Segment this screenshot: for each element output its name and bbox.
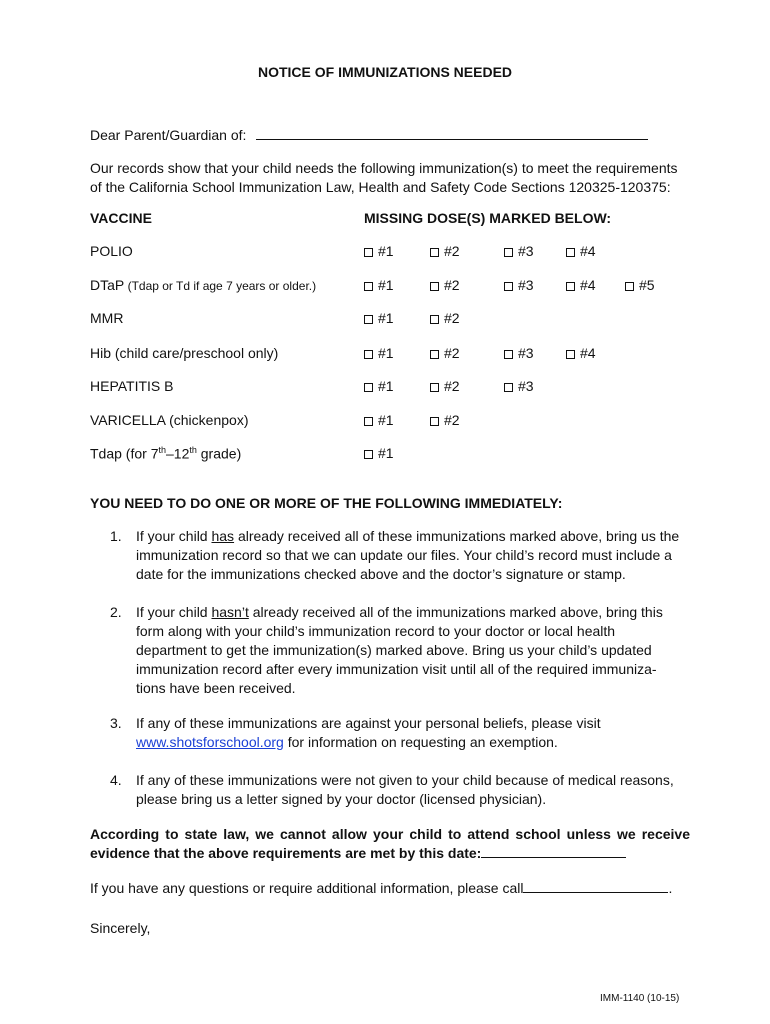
vaccine-name: HEPATITIS B bbox=[90, 378, 174, 394]
law-paragraph bbox=[90, 825, 690, 863]
vaccine-name: VARICELLA (chickenpox) bbox=[90, 412, 249, 428]
dose-label: #2 bbox=[444, 378, 460, 394]
vaccine-header: VACCINE bbox=[90, 210, 152, 226]
checkbox-icon[interactable] bbox=[364, 248, 373, 257]
checkbox-icon[interactable] bbox=[430, 417, 439, 426]
dose-checkbox[interactable] bbox=[430, 310, 460, 326]
closing: Sincerely, bbox=[90, 920, 151, 936]
dose-checkbox[interactable] bbox=[430, 412, 460, 428]
dose-checkbox[interactable] bbox=[364, 378, 394, 394]
dose-label: #3 bbox=[518, 378, 534, 394]
dose-label: #2 bbox=[444, 310, 460, 326]
item-number: 1. bbox=[110, 528, 122, 544]
dose-label: #1 bbox=[378, 378, 394, 394]
checkbox-icon[interactable] bbox=[364, 383, 373, 392]
checkbox-icon[interactable] bbox=[504, 282, 513, 291]
dose-checkbox[interactable] bbox=[430, 243, 460, 259]
dose-label: #5 bbox=[639, 277, 655, 293]
dose-checkbox[interactable] bbox=[430, 277, 460, 293]
questions-line bbox=[90, 880, 672, 896]
checkbox-icon[interactable] bbox=[504, 350, 513, 359]
doses-header: MISSING DOSE(S) MARKED BELOW: bbox=[364, 210, 612, 226]
questions-text: If you have any questions or require additional information, please call bbox=[90, 880, 524, 896]
checkbox-icon[interactable] bbox=[504, 383, 513, 392]
checkbox-icon[interactable] bbox=[364, 282, 373, 291]
dose-label: #2 bbox=[444, 345, 460, 361]
intro-paragraph: Our records show that your child needs the following immunization(s) to meet the requirements of the California School Immunization Law, Health and Safety Code Sections 120325-120375: bbox=[90, 160, 678, 195]
dose-label: #3 bbox=[518, 277, 534, 293]
action-header: YOU NEED TO DO ONE OR MORE OF THE FOLLOWING IMMEDIATELY: bbox=[90, 495, 563, 511]
form-number: IMM-1140 (10-15) bbox=[600, 993, 680, 1004]
exemption-link[interactable]: www.shotsforschool.org bbox=[136, 734, 284, 750]
page-title: NOTICE OF IMMUNIZATIONS NEEDED bbox=[257, 64, 513, 80]
dose-checkbox[interactable] bbox=[566, 243, 596, 259]
phone-number-field[interactable] bbox=[523, 892, 668, 893]
checkbox-icon[interactable] bbox=[566, 350, 575, 359]
dose-label: #4 bbox=[580, 345, 596, 361]
dose-checkbox[interactable] bbox=[364, 445, 394, 461]
vaccine-name: Hib (child care/preschool only) bbox=[90, 345, 279, 361]
item-number: 3. bbox=[110, 715, 122, 731]
checkbox-icon[interactable] bbox=[364, 350, 373, 359]
dose-label: #1 bbox=[378, 277, 394, 293]
dose-label: #3 bbox=[518, 243, 534, 259]
dose-checkbox[interactable] bbox=[504, 345, 534, 361]
vaccine-name: POLIO bbox=[90, 243, 133, 259]
greeting-label: Dear Parent/Guardian of: bbox=[90, 127, 247, 143]
item-text: If any of these immunizations were not given to your child because of medical reasons, please bring us a letter signed by your doctor (licensed physician). bbox=[136, 772, 674, 807]
dose-checkbox[interactable] bbox=[364, 243, 394, 259]
dose-checkbox[interactable] bbox=[566, 345, 596, 361]
dose-label: #4 bbox=[580, 277, 596, 293]
dose-label: #1 bbox=[378, 310, 394, 326]
greeting-line bbox=[90, 127, 648, 143]
dose-label: #4 bbox=[580, 243, 596, 259]
dose-label: #1 bbox=[378, 243, 394, 259]
checkbox-icon[interactable] bbox=[625, 282, 634, 291]
dose-label: #1 bbox=[378, 445, 394, 461]
checkbox-icon[interactable] bbox=[430, 248, 439, 257]
checkbox-icon[interactable] bbox=[430, 282, 439, 291]
dose-checkbox[interactable] bbox=[430, 378, 460, 394]
dose-checkbox[interactable] bbox=[430, 345, 460, 361]
law-text: According to state law, we cannot allow your child to attend school unless we receive evidence that the above requirements are met by this date: bbox=[90, 826, 690, 861]
checkbox-icon[interactable] bbox=[504, 248, 513, 257]
vaccine-name: MMR bbox=[90, 310, 124, 326]
deadline-date-field[interactable] bbox=[481, 857, 626, 858]
dose-checkbox[interactable] bbox=[504, 277, 534, 293]
dose-checkbox[interactable] bbox=[364, 412, 394, 428]
dose-label: #1 bbox=[378, 345, 394, 361]
checkbox-icon[interactable] bbox=[364, 417, 373, 426]
dose-checkbox[interactable] bbox=[364, 345, 394, 361]
item-text: If your child hasn’t already received all of the immunizations marked above, bring this form along with your child’s immunization record to your doctor or local health department to get the immunization(s) marked above. Bring us your child’s updated immunization record after every immunization visit until all of the required immuniza-tions have been received. bbox=[136, 604, 663, 696]
student-name-field[interactable] bbox=[256, 139, 648, 140]
dose-checkbox[interactable] bbox=[566, 277, 596, 293]
checkbox-icon[interactable] bbox=[566, 282, 575, 291]
item-text: If your child has already received all of these immunizations marked above, bring us the immunization record so that we can update our files. Your child’s record must include a date for the immunizations checked above and the doctor’s signature or stamp. bbox=[136, 528, 680, 582]
checkbox-icon[interactable] bbox=[566, 248, 575, 257]
item-text: If any of these immunizations are against your personal beliefs, please visit www.shotsforschool.org for information on requesting an exemption. bbox=[136, 715, 601, 750]
dose-checkbox[interactable] bbox=[364, 310, 394, 326]
questions-end: . bbox=[668, 880, 673, 896]
item-number: 4. bbox=[110, 772, 122, 788]
dose-label: #2 bbox=[444, 243, 460, 259]
checkbox-icon[interactable] bbox=[430, 383, 439, 392]
checkbox-icon[interactable] bbox=[364, 315, 373, 324]
checkbox-icon[interactable] bbox=[364, 450, 373, 459]
dose-checkbox[interactable] bbox=[625, 277, 655, 293]
dose-checkbox[interactable] bbox=[504, 243, 534, 259]
dose-label: #2 bbox=[444, 277, 460, 293]
dose-checkbox[interactable] bbox=[504, 378, 534, 394]
checkbox-icon[interactable] bbox=[430, 350, 439, 359]
dose-checkbox[interactable] bbox=[364, 277, 394, 293]
vaccine-name: DTaP (Tdap or Td if age 7 years or older.) bbox=[90, 277, 317, 293]
dose-label: #3 bbox=[518, 345, 534, 361]
dose-label: #2 bbox=[444, 412, 460, 428]
dose-label: #1 bbox=[378, 412, 394, 428]
checkbox-icon[interactable] bbox=[430, 315, 439, 324]
item-number: 2. bbox=[110, 604, 122, 620]
vaccine-name: Tdap (for 7th–12th grade) bbox=[90, 445, 242, 462]
